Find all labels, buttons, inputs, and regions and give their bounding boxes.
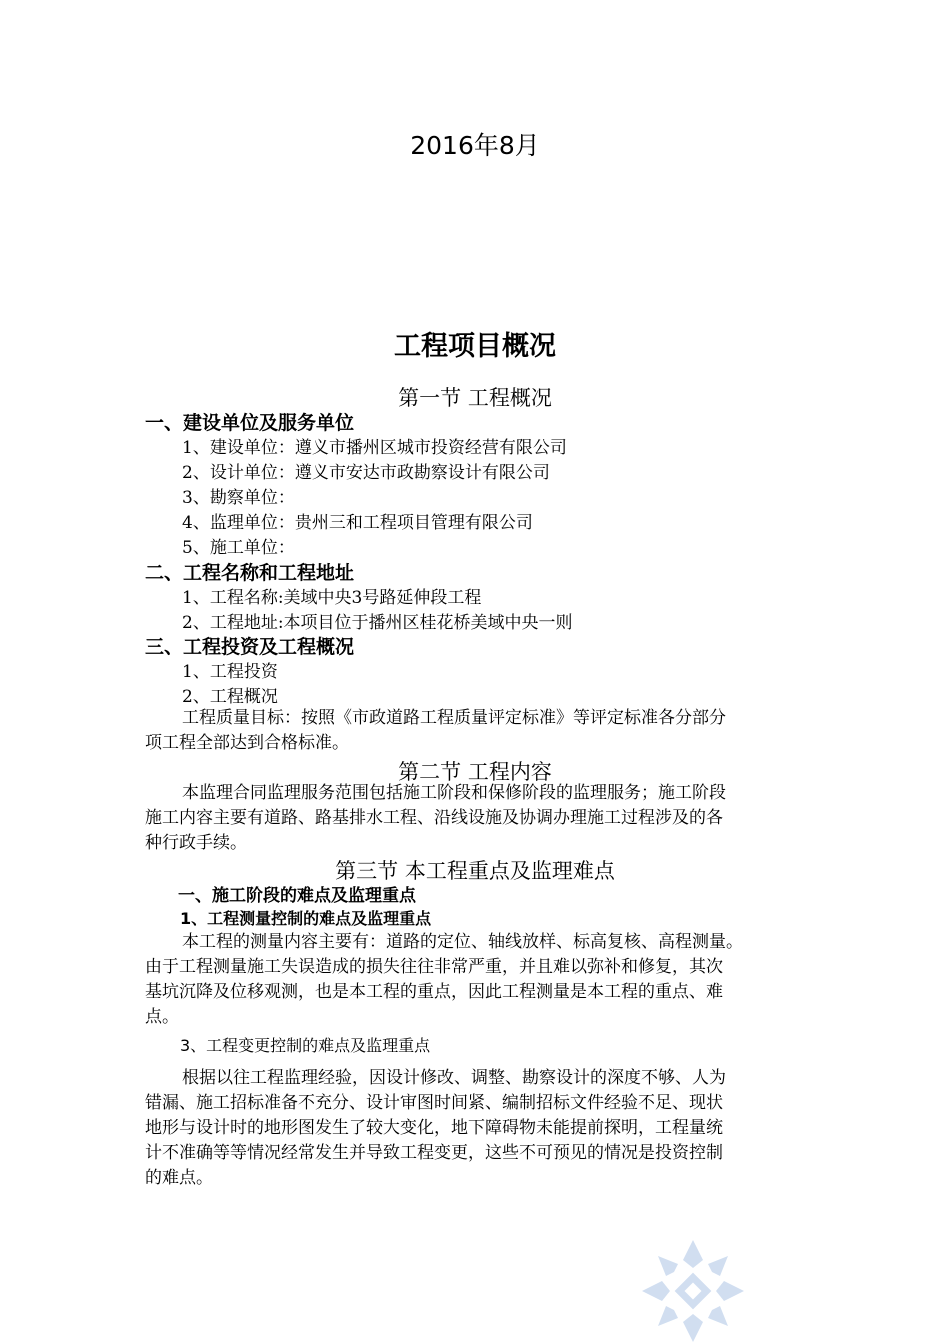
paragraph-line: 的难点。 [145,1168,213,1188]
document-date: 2016年8月 [410,131,540,160]
paragraph-line: 根据以往工程监理经验，因设计修改、调整、勘察设计的深度不够、人为 [182,1068,726,1088]
paragraph-line: 计不准确等等情况经常发生并导致工程变更，这些不可预见的情况是投资控制 [145,1143,723,1163]
part-1-item-1: 1、建设单位：遵义市播州区城市投资经营有限公司 [182,438,567,458]
part-1-item-4: 4、监理单位：贵州三和工程项目管理有限公司 [182,513,533,533]
part-1-item-5: 5、施工单位： [182,538,295,558]
paragraph-line: 由于工程测量施工失误造成的损失往往非常严重，并且难以弥补和修复，其次 [145,957,723,977]
paragraph-line: 本工程的测量内容主要有：道路的定位、轴线放样、标高复核、高程测量。 [182,932,743,952]
point-1-heading: 1、工程测量控制的难点及监理重点 [180,909,432,928]
point-3-heading: 3、工程变更控制的难点及监理重点 [180,1036,431,1055]
paragraph-line: 点。 [145,1007,179,1027]
paragraph-line: 种行政手续。 [145,833,247,853]
part-3-item-2: 2、工程概况 [182,687,278,707]
document-title: 工程项目概况 [394,331,556,362]
part-3-heading: 三、工程投资及工程概况 [145,636,355,658]
quality-target-paragraph [145,706,813,756]
part-3-item-1: 1、工程投资 [182,662,278,682]
part-2-item-1: 1、工程名称:美域中央3号路延伸段工程 [182,588,482,608]
change-control-paragraph [145,1066,813,1191]
part-1-item-3: 3、勘察单位： [182,488,295,508]
survey-paragraph [145,930,813,1030]
section-1-heading: 第一节 工程概况 [398,386,552,410]
paragraph-line: 本监理合同监理服务范围包括施工阶段和保修阶段的监理服务；施工阶段 [182,783,726,803]
stage-sub-heading: 一、施工阶段的难点及监理重点 [178,886,416,906]
paragraph-line: 基坑沉降及位移观测，也是本工程的重点，因此工程测量是本工程的重点、难 [145,982,723,1002]
paragraph-line: 工程质量目标：按照《市政道路工程质量评定标准》等评定标准各分部分 [182,708,726,728]
part-2-heading: 二、工程名称和工程地址 [145,562,355,584]
section-2-heading: 第二节 工程内容 [398,760,552,784]
paragraph-line: 项工程全部达到合格标准。 [145,733,349,753]
paragraph-line: 地形与设计时的地形图发生了较大变化，地下障碍物未能提前探明，工程量统 [145,1118,723,1138]
part-2-item-2: 2、工程地址:本项目位于播州区桂花桥美域中央一则 [182,613,573,633]
section-3-heading: 第三节 本工程重点及监理难点 [335,859,615,883]
paragraph-line: 施工内容主要有道路、路基排水工程、沿线设施及协调办理施工过程涉及的各 [145,808,723,828]
scope-paragraph [145,781,813,856]
part-1-heading: 一、建设单位及服务单位 [145,412,355,434]
paragraph-line: 错漏、施工招标准备不充分、设计审图时间紧、编制招标文件经验不足、现状 [145,1093,723,1113]
snowflake-watermark-icon [640,1238,746,1344]
part-1-item-2: 2、设计单位：遵义市安达市政勘察设计有限公司 [182,463,550,483]
